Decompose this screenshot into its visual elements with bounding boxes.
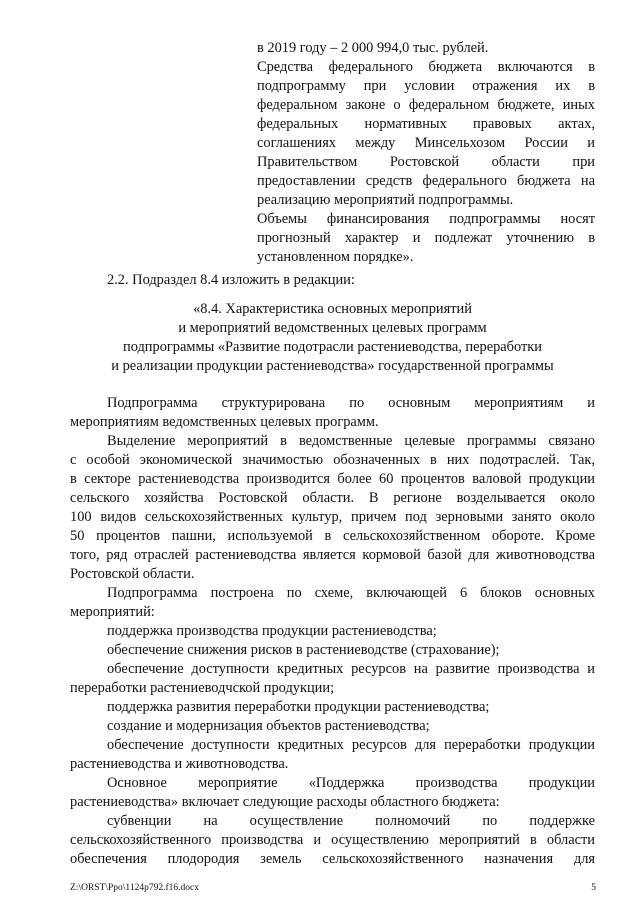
body-line: Ростовской области. <box>70 566 195 582</box>
section-heading-line: и реализации продукции растениеводства» государственной программы <box>111 358 554 374</box>
list-item: поддержка производства продукции растениеводства; <box>107 623 437 639</box>
body-line: с особой экономической значимостью обозначенных в них подотраслей. Так, <box>70 452 595 468</box>
right-column-line: предоставлении средств федерального бюджета на <box>257 173 595 189</box>
list-item: обеспечение снижения рисков в растениеводстве (страхование); <box>107 642 500 658</box>
body-line: Подпрограмма построена по схеме, включающей 6 блоков основных <box>107 585 595 601</box>
right-column-line: реализацию мероприятий подпрограммы. <box>257 192 514 208</box>
body-line: 50 процентов пашни, используемой в сельскохозяйственном обороте. Кроме <box>70 528 595 544</box>
list-item-continuation: растениеводства и животноводства. <box>70 756 289 772</box>
right-column-line: Правительством Ростовской области при <box>257 154 595 170</box>
body-line: сельскохозяйственного производства и осуществлению мероприятий в области <box>70 832 595 848</box>
right-column-line: Средства федерального бюджета включаются в <box>257 59 595 75</box>
page-number: 5 <box>591 883 596 893</box>
body-line: растениеводства» включает следующие расходы областного бюджета: <box>70 794 500 810</box>
right-column-line: федеральных нормативных правовых актах, <box>257 116 595 132</box>
footer-file-path: Z:\ORST\Ppo\1124p792.f16.docx <box>70 883 199 893</box>
body-line: в секторе растениеводства производится более 60 процентов валовой продукции <box>70 471 595 487</box>
section-heading-line: и мероприятий ведомственных целевых программ <box>178 320 487 336</box>
body-line: сельского хозяйства Ростовской области. В регионе возделывается около <box>70 490 595 506</box>
body-line: субвенции на осуществление полномочий по поддержке <box>107 813 595 829</box>
list-item: обеспечение доступности кредитных ресурсов для переработки продукции <box>107 737 595 753</box>
right-column-line: в 2019 году – 2 000 994,0 тыс. рублей. <box>257 40 489 56</box>
list-item: создание и модернизация объектов растениеводства; <box>107 718 430 734</box>
right-column-line: прогнозный характер и подлежат уточнению в <box>257 230 595 246</box>
right-column-line: подпрограмму при условии отражения их в <box>257 78 595 94</box>
section-heading-line: подпрограммы «Развитие подотрасли растениеводства, переработки <box>123 339 542 355</box>
list-item: обеспечение доступности кредитных ресурсов на развитие производства и <box>107 661 595 677</box>
body-line: мероприятий: <box>70 604 155 620</box>
instruction-line: 2.2. Подраздел 8.4 изложить в редакции: <box>107 272 355 288</box>
body-line: Подпрограмма структурирована по основным мероприятиям и <box>107 395 595 411</box>
section-heading-line: «8.4. Характеристика основных мероприятий <box>193 301 472 317</box>
list-item: поддержка развития переработки продукции растениеводства; <box>107 699 490 715</box>
body-line: мероприятиям ведомственных целевых программ. <box>70 414 379 430</box>
body-line: Выделение мероприятий в ведомственные целевые программы связано <box>107 433 595 449</box>
body-line: Основное мероприятие «Поддержка производства продукции <box>107 775 595 791</box>
list-item-continuation: переработки растениеводчской продукции; <box>70 680 335 696</box>
right-column-line: Объемы финансирования подпрограммы носят <box>257 211 595 227</box>
right-column-line: установленном порядке». <box>257 249 414 265</box>
body-line: того, ряд отраслей растениеводства является кормовой базой для животноводства <box>70 547 595 563</box>
body-line: обеспечения плодородия земель сельскохозяйственного назначения для <box>70 851 595 867</box>
body-line: 100 видов сельскохозяйственных культур, причем под зерновыми занято около <box>70 509 595 525</box>
right-column-line: федеральном законе о федеральном бюджете, иных <box>257 97 595 113</box>
right-column-line: соглашениях между Минсельхозом России и <box>257 135 595 151</box>
